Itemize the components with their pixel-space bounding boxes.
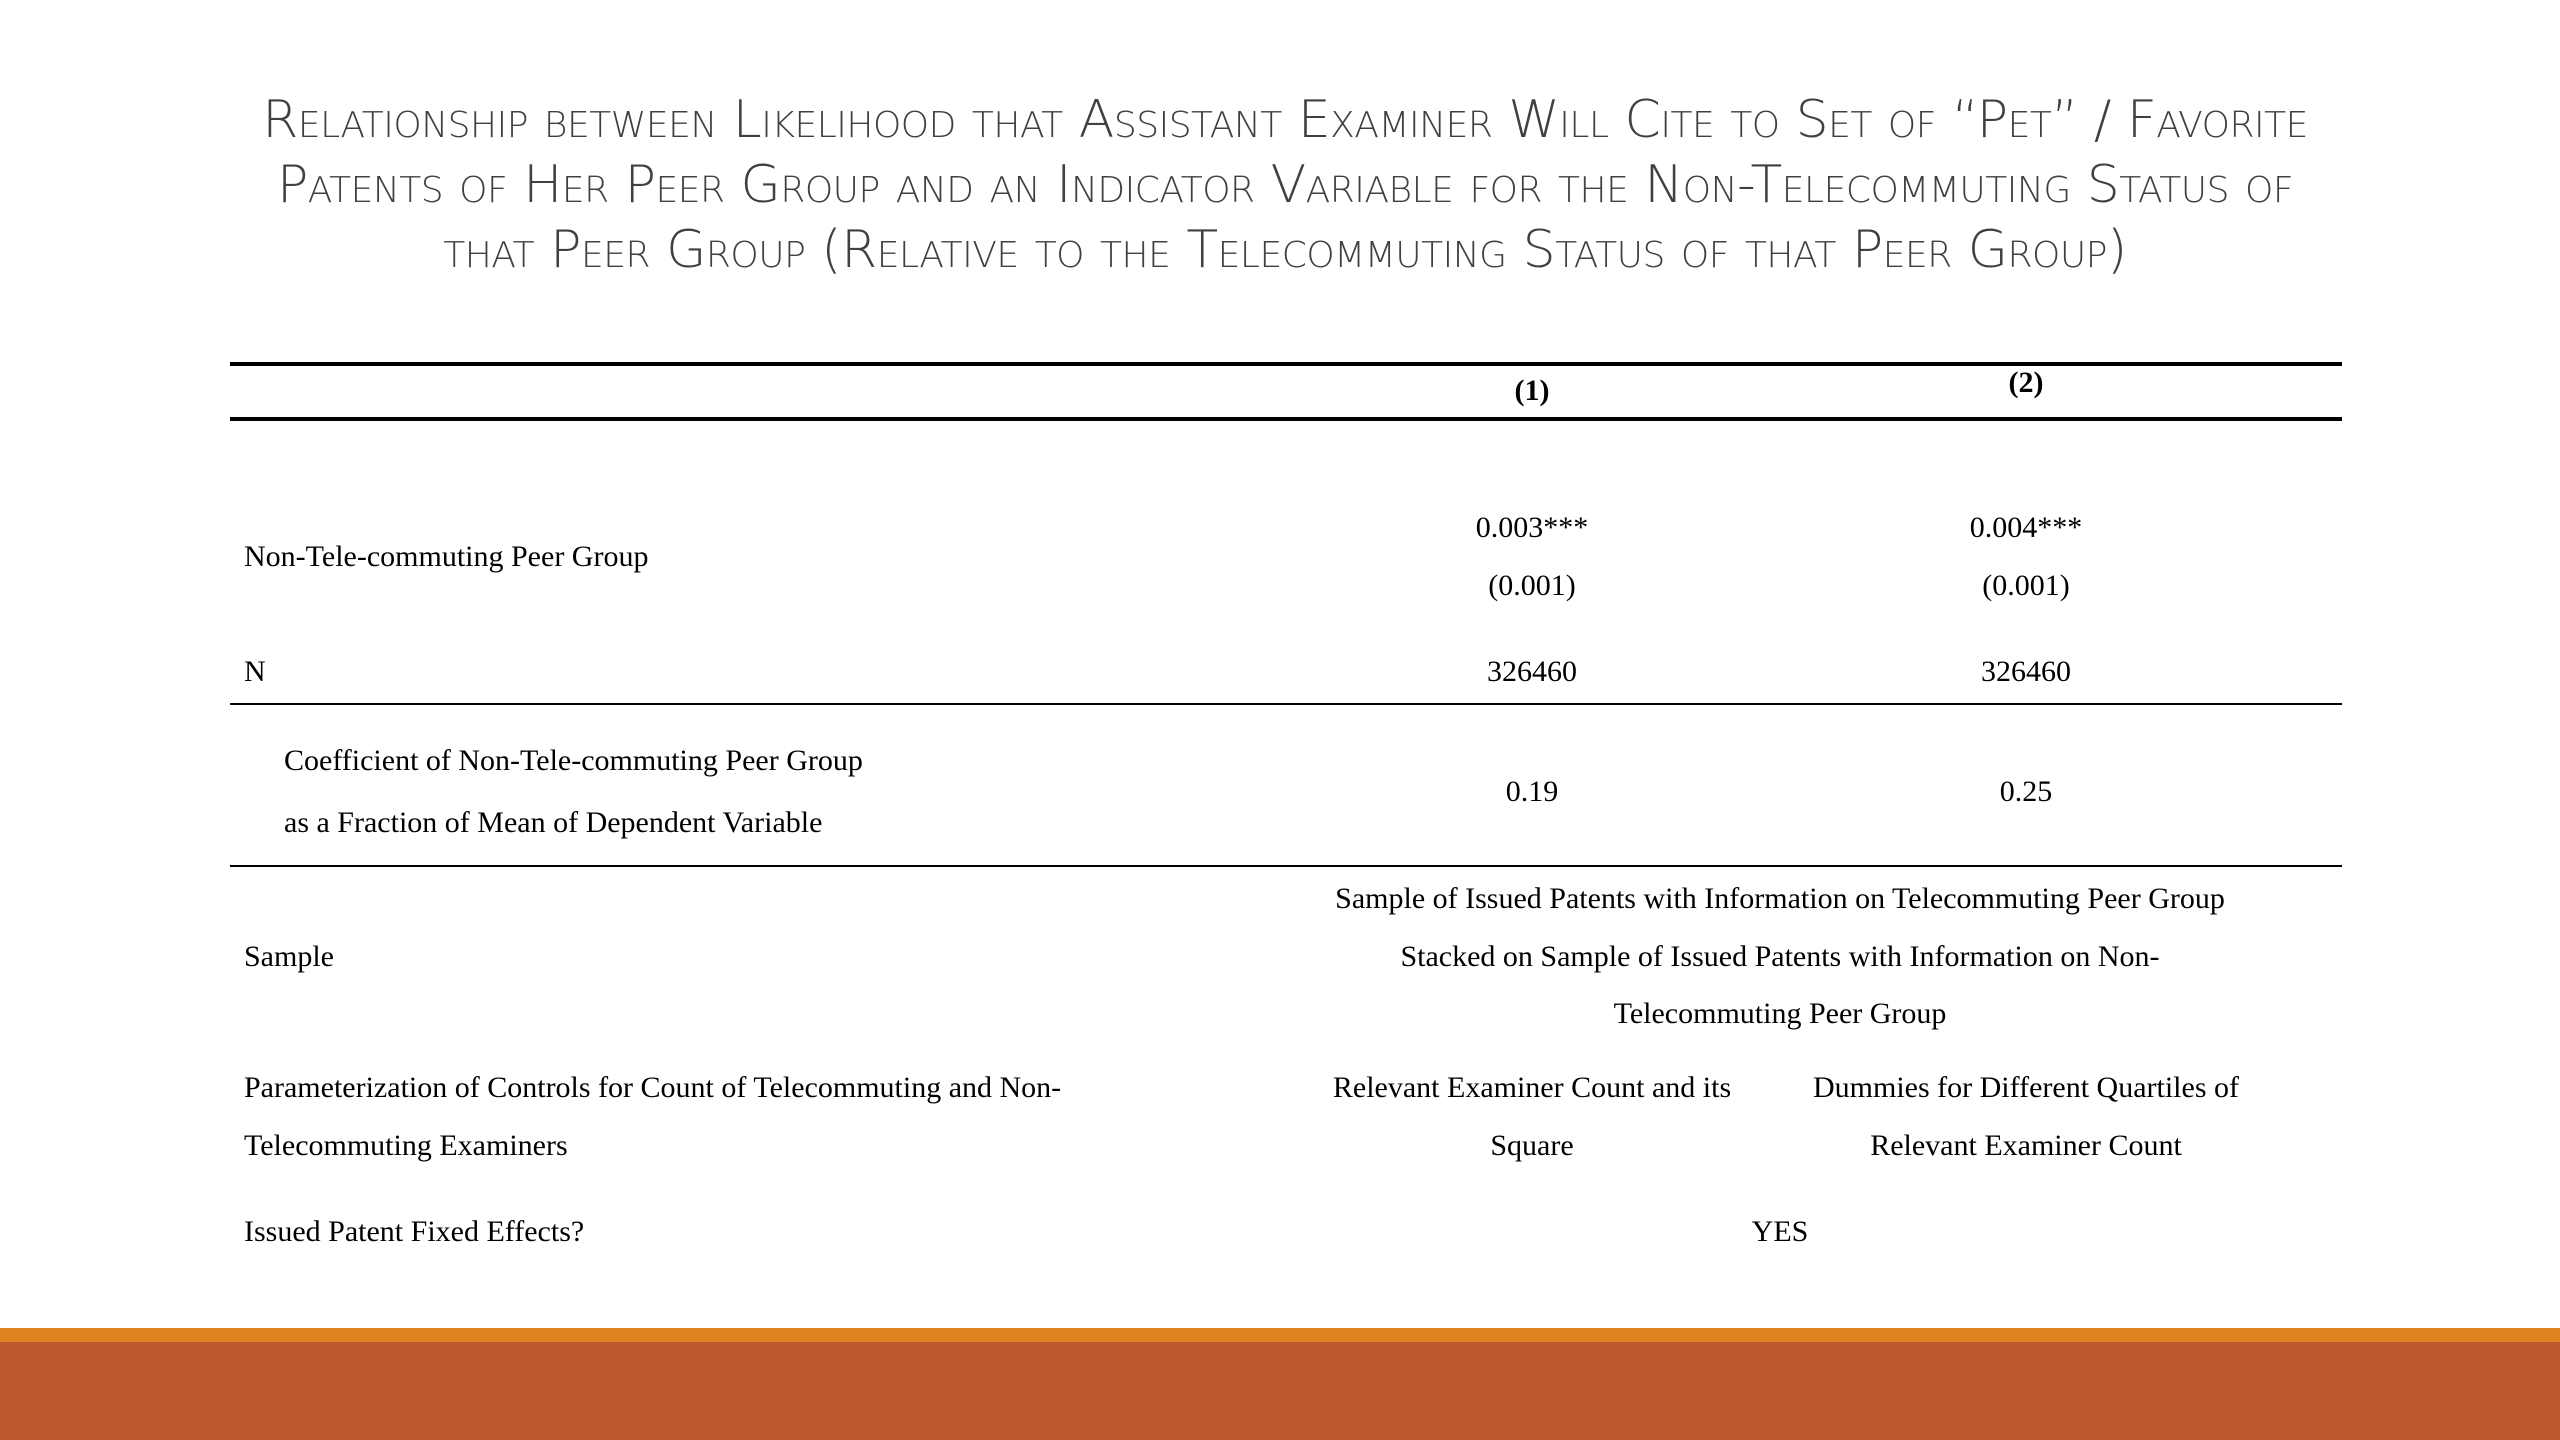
row-label-fraction-line1: Coefficient of Non-Tele-commuting Peer Group bbox=[284, 744, 863, 777]
col1-fraction-value: 0.19 bbox=[1505, 775, 1559, 808]
header-bottom-rule bbox=[230, 417, 2342, 421]
col2-param-line2: Relevant Examiner Count bbox=[1870, 1129, 2182, 1162]
col1-coefficient: 0.003*** bbox=[1475, 511, 1589, 544]
sample-value-line3: Telecommuting Peer Group bbox=[1613, 997, 1947, 1030]
col1-param-line1: Relevant Examiner Count and its bbox=[1332, 1071, 1732, 1104]
col1-standard-error: (0.001) bbox=[1488, 569, 1576, 602]
sample-value-line1: Sample of Issued Patents with Information on Telecommuting Peer Group bbox=[1335, 882, 2225, 915]
row-label-sample: Sample bbox=[244, 940, 334, 973]
row-label-param-line1: Parameterization of Controls for Count of Telecommuting and Non- bbox=[244, 1071, 1062, 1104]
row-label-n: N bbox=[244, 655, 266, 688]
col1-param-line2: Square bbox=[1490, 1129, 1574, 1162]
column-header-2: (2) bbox=[2008, 366, 2044, 399]
col2-param-line1: Dummies for Different Quartiles of bbox=[1813, 1071, 2239, 1104]
col2-n-value: 326460 bbox=[1981, 655, 2071, 688]
fixed-effects-value: YES bbox=[1751, 1215, 1809, 1248]
col1-n-value: 326460 bbox=[1487, 655, 1577, 688]
row-label-fixed-effects: Issued Patent Fixed Effects? bbox=[244, 1215, 585, 1248]
fraction-bottom-rule bbox=[230, 865, 2342, 867]
column-header-1: (1) bbox=[1514, 374, 1550, 407]
row-label-fraction-line2: as a Fraction of Mean of Dependent Variable bbox=[284, 806, 823, 839]
col2-coefficient: 0.004*** bbox=[1969, 511, 2083, 544]
slide-title: Relationship between Likelihood that Assistant Examiner Will Cite to Set of “Pet” / Favorite Patents of Her Peer Group and an Indicator Variable for the Non-Telecommuting Status of that Peer Group (Relative to the Telecommuting Status of that Peer Group) bbox=[262, 90, 2308, 280]
row-label-param-line2: Telecommuting Examiners bbox=[244, 1129, 568, 1162]
col2-standard-error: (0.001) bbox=[1982, 569, 2070, 602]
footer-band bbox=[0, 1342, 2560, 1440]
row-label-peer-group: Non-Tele-commuting Peer Group bbox=[244, 540, 649, 573]
footer-accent-band bbox=[0, 1328, 2560, 1342]
sample-value-line2: Stacked on Sample of Issued Patents with Information on Non- bbox=[1400, 940, 2160, 973]
n-bottom-rule bbox=[230, 703, 2342, 705]
col2-fraction-value: 0.25 bbox=[1999, 775, 2053, 808]
